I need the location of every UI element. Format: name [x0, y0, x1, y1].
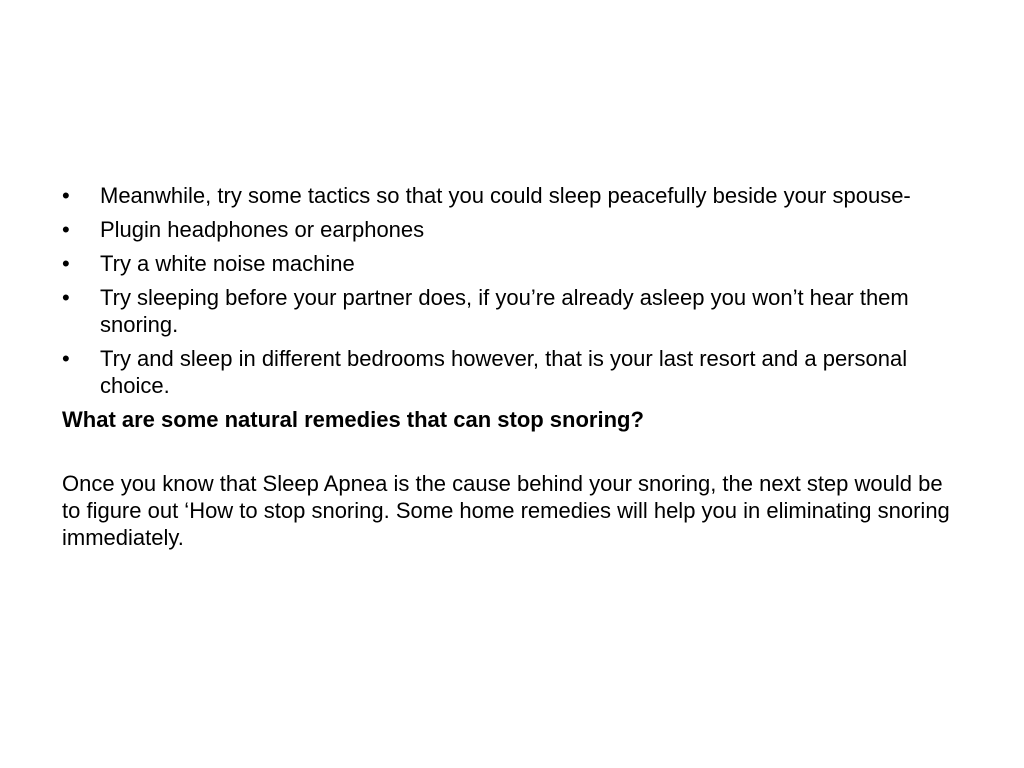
- slide-content: [62, 182, 962, 551]
- bullet-text: Meanwhile, try some tactics so that you could sleep peacefully beside your spouse-: [100, 183, 911, 208]
- bullet-text: Try and sleep in different bedrooms however, that is your last resort and a personal choice.: [100, 346, 908, 398]
- bullet-icon: •: [62, 183, 70, 208]
- bullet-item: [62, 182, 962, 209]
- bullet-item: [62, 216, 962, 243]
- bullet-item: [62, 345, 962, 399]
- bullet-text: Try sleeping before your partner does, if you’re already asleep you won’t hear them snoring.: [100, 285, 909, 337]
- bullet-icon: •: [62, 251, 70, 276]
- bullet-icon: •: [62, 285, 70, 310]
- bullet-text: Plugin headphones or earphones: [100, 217, 425, 242]
- bullet-item: [62, 284, 962, 338]
- bullet-item: [62, 250, 962, 277]
- bullet-icon: •: [62, 217, 70, 242]
- bullet-icon: •: [62, 346, 70, 371]
- bullet-list: [62, 182, 962, 399]
- bullet-text: Try a white noise machine: [100, 251, 355, 276]
- section-heading: What are some natural remedies that can stop snoring?: [62, 407, 644, 432]
- body-paragraph: Once you know that Sleep Apnea is the cause behind your snoring, the next step would be to figure out ‘How to stop snoring. Some home remedies will help you in eliminating snoring immediately.: [62, 471, 950, 550]
